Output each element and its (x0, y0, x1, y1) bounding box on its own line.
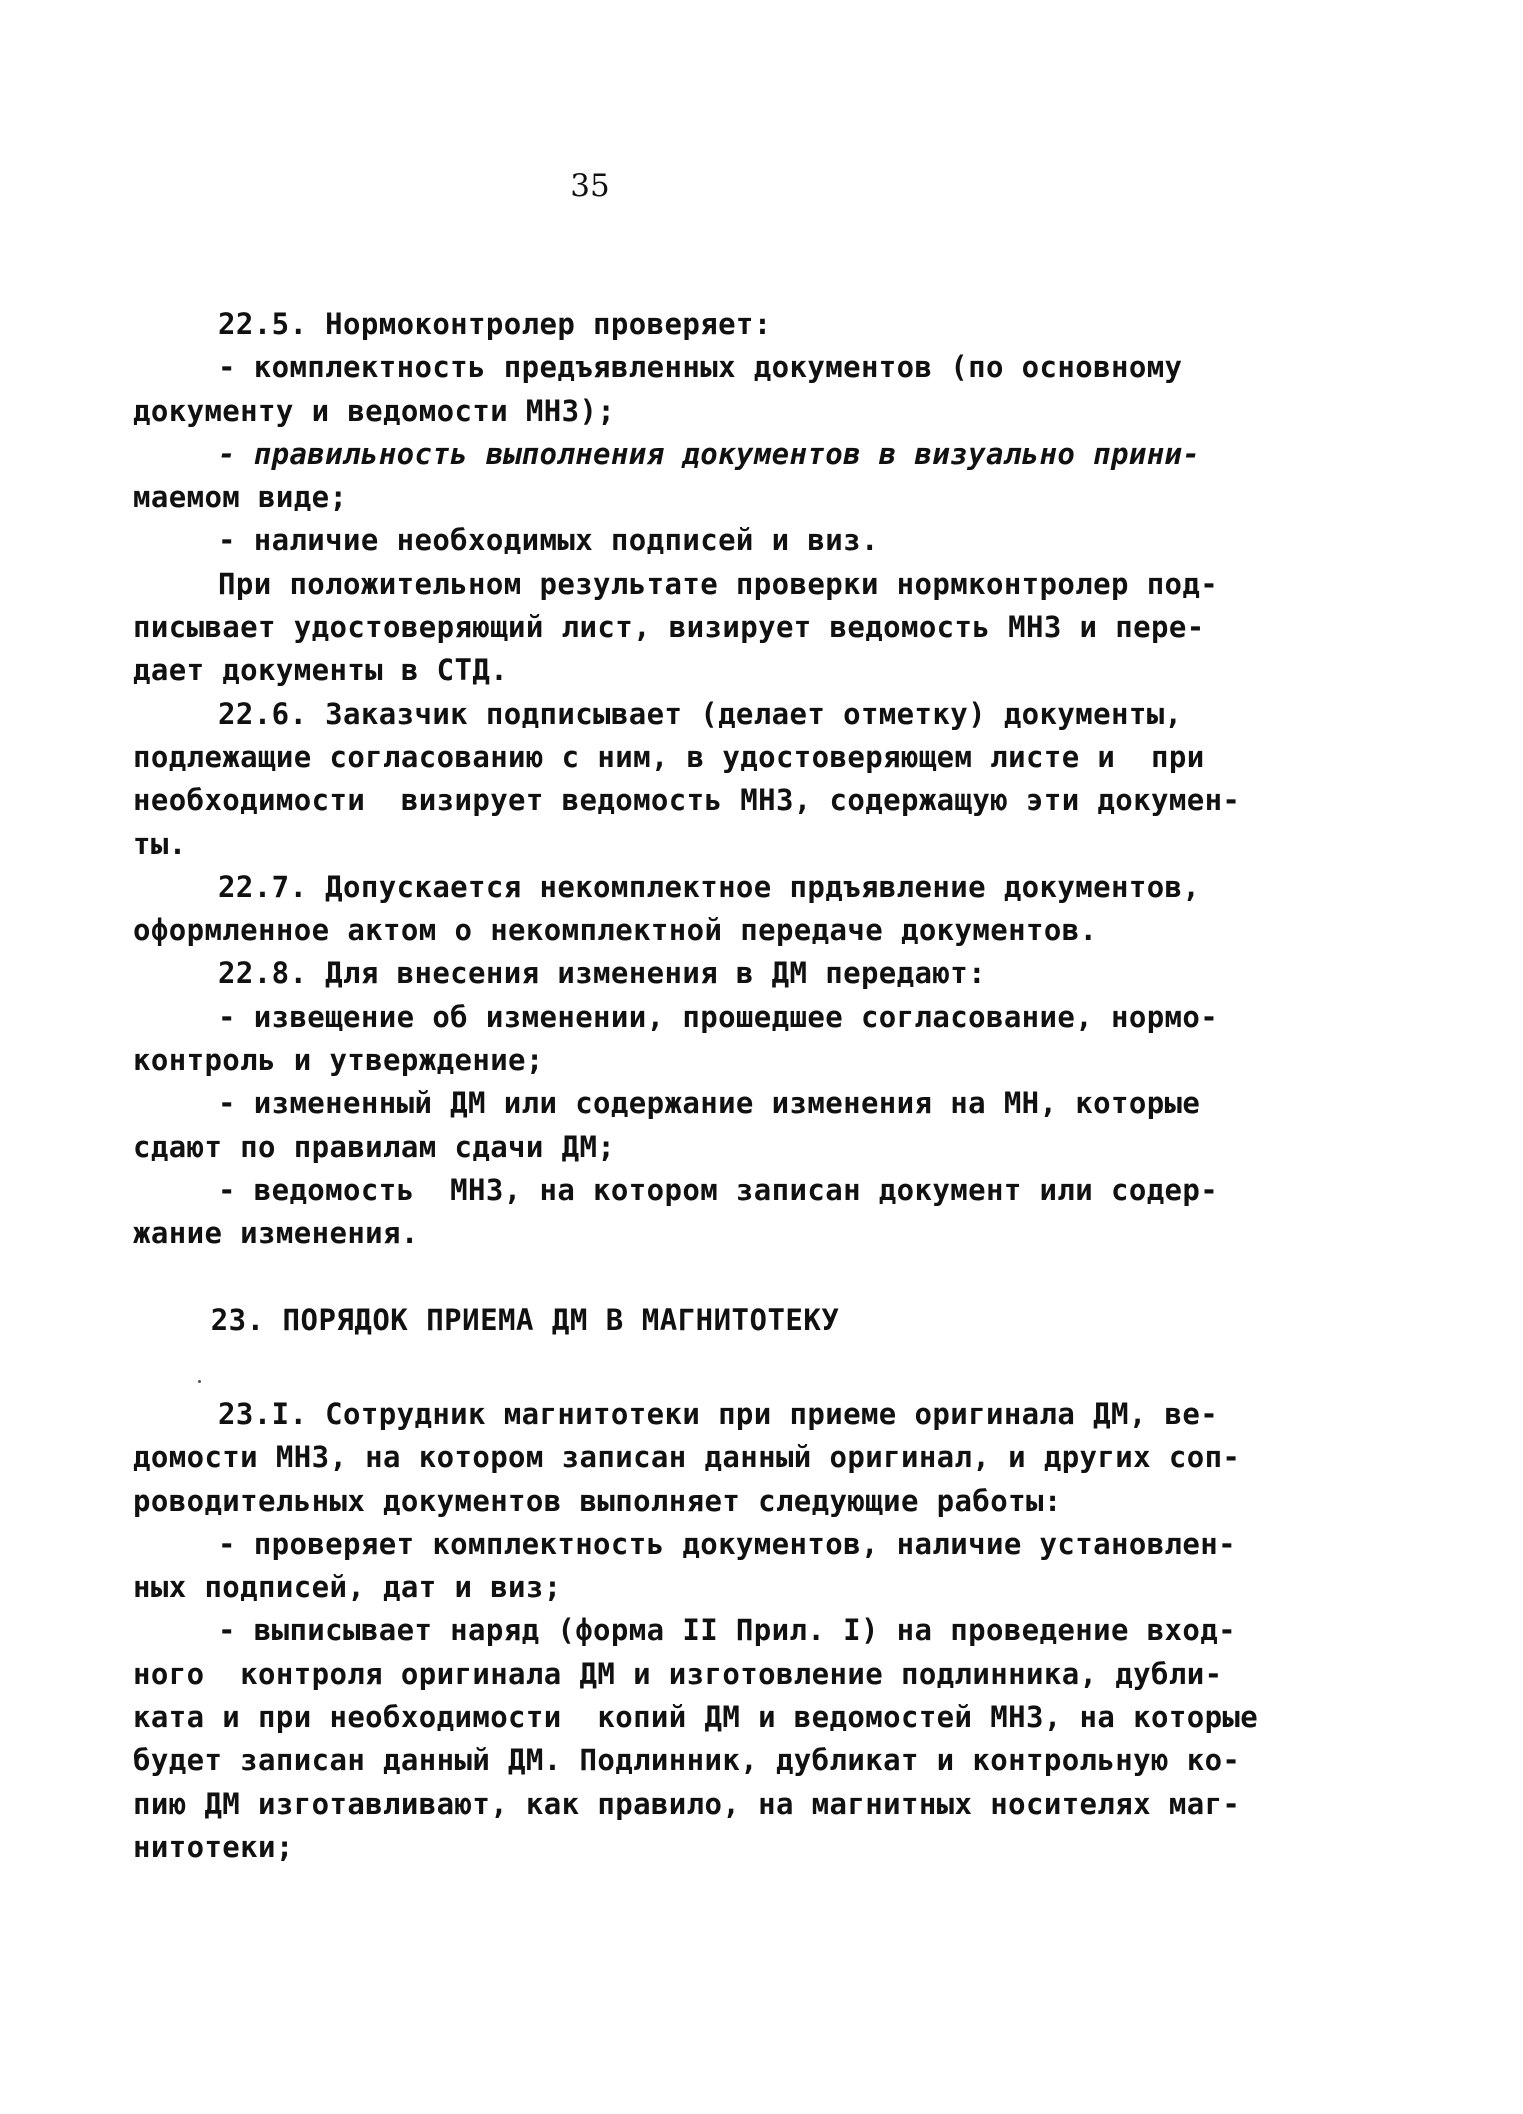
section-22-body (133, 303, 1241, 1256)
paragraph-23-1: 23.I. Сотрудник магнитотеки при приеме оригинала ДМ, ве- (218, 1397, 1219, 1431)
text-line: ты. (133, 826, 187, 861)
text-line: оформленное актом о некомплектной передаче документов. (133, 913, 1098, 948)
list-item-completeness: - комплектность предъявленных документов (по основному (218, 350, 1183, 385)
paragraph-22-7: 22.7. Допускается некомплектное прдъявление документов, (218, 869, 1201, 904)
text-line: документу и ведомости МНЗ); (133, 393, 616, 428)
paragraph-22-8: 22.8. Для внесения изменения в ДМ передают: (218, 956, 986, 991)
text-line: необходимости визирует ведомость МНЗ, содержащую эти докумен- (133, 783, 1241, 818)
text-line: нитотеки; (133, 1829, 294, 1864)
text-line: будет записан данный ДМ. Подлинник, дубликат и контрольную ко- (133, 1743, 1241, 1778)
list-item-mnz-statement: - ведомость МНЗ, на котором записан документ или содер- (218, 1172, 1219, 1207)
text-line: пию ДМ изготавливают, как правило, на магнитных носителях маг- (133, 1786, 1241, 1821)
section-23-body (133, 1393, 1259, 1869)
paragraph-22-5-heading: 22.5. Нормоконтролер проверяет: (218, 307, 772, 341)
list-item-changed-dm: - измененный ДМ или содержание изменения на МН, которые (218, 1086, 1201, 1121)
list-item-write-order: - выписывает наряд (форма II Прил. I) на проведение вход- (218, 1613, 1236, 1648)
text-line: писывает удостоверяющий лист, визирует ведомость МНЗ и пере- (133, 610, 1205, 645)
text-line: маемом виде; (133, 480, 348, 515)
list-item-check-completeness: - проверяет комплектность документов, наличие установлен- (218, 1526, 1236, 1561)
list-item-signatures: - наличие необходимых подписей и виз. (218, 523, 879, 558)
text-line: контроль и утверждение; (133, 1043, 544, 1078)
text-line: ного контроля оригинала ДМ и изготовление подлинника, дубли- (133, 1656, 1223, 1691)
list-item-correctness: - правильность выполнения документов в визуально прини- (218, 436, 1201, 471)
section-23-heading: 23. ПОРЯДОК ПРИЕМА ДМ В МАГНИТОТЕКУ (210, 1303, 840, 1337)
text-line: сдают по правилам сдачи ДМ; (133, 1129, 616, 1164)
page-number: 35 (570, 168, 610, 204)
text-line: подлежащие согласованию с ним, в удостоверяющем листе и при (133, 739, 1205, 774)
text-line: ных подписей, дат и виз; (133, 1570, 562, 1605)
text-line: дает документы в СТД. (133, 653, 509, 688)
text-line: жание изменения. (133, 1216, 419, 1251)
text-line: При положительном результате проверки нормконтролер под- (218, 566, 1219, 601)
text-line: домости МНЗ, на котором записан данный оригинал, и других соп- (133, 1440, 1241, 1475)
text-line: роводительных документов выполняет следующие работы: (133, 1483, 1062, 1518)
paragraph-22-6: 22.6. Заказчик подписывает (делает отметку) документы, (218, 696, 1183, 731)
list-item-notice: - извещение об изменении, прошедшее согласование, нормо- (218, 999, 1219, 1034)
text-line: ката и при необходимости копий ДМ и ведомостей МНЗ, на которые (133, 1700, 1259, 1735)
scan-speck (198, 1380, 201, 1383)
